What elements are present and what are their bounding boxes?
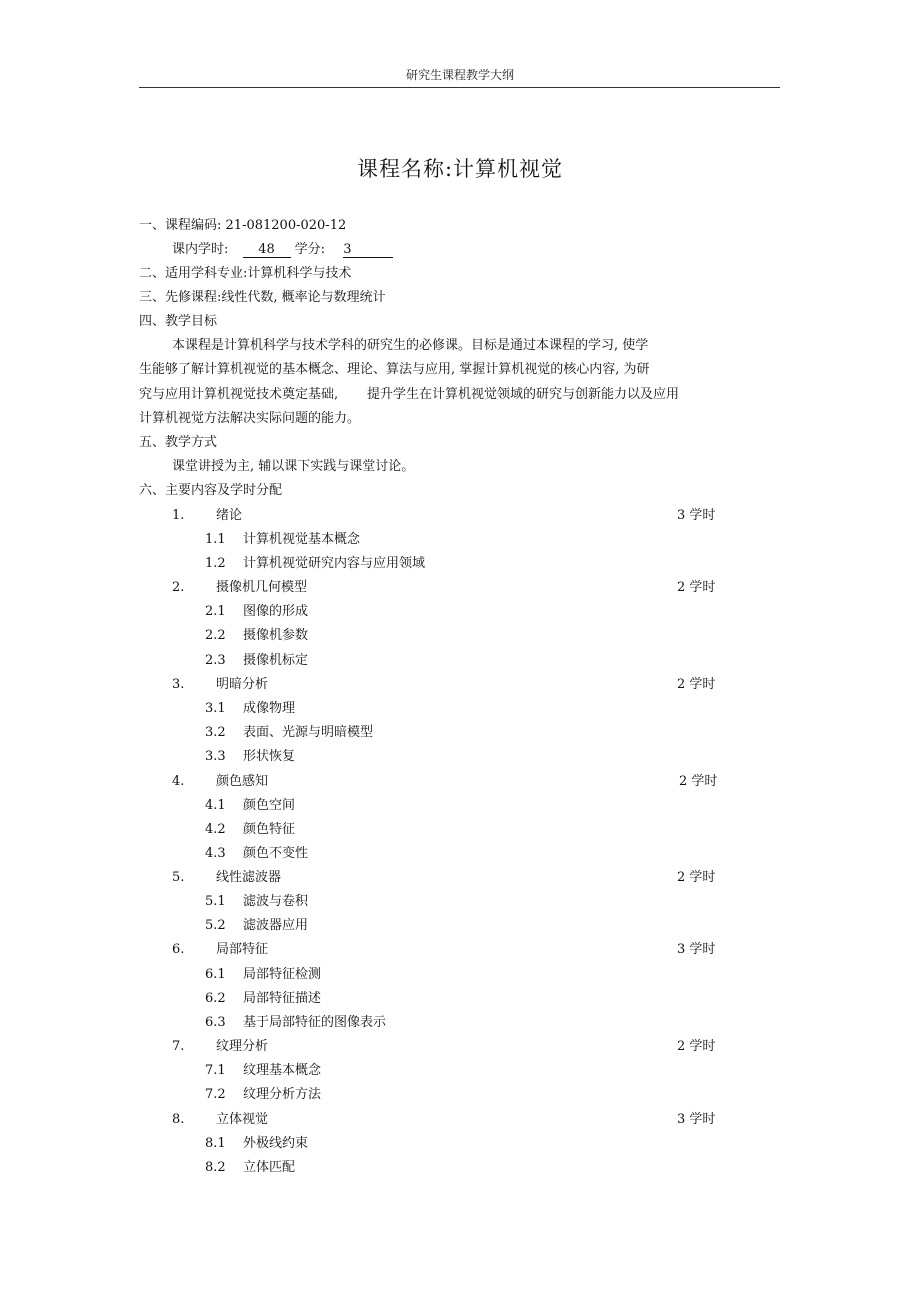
subsection-row xyxy=(205,1160,295,1176)
section-method-heading: 五、教学方式 xyxy=(139,435,218,450)
chapter-number: 6. xyxy=(172,942,185,957)
subsection-row xyxy=(205,725,373,741)
subsection-title: 计算机视觉基本概念 xyxy=(243,532,361,547)
subsection-number: 3.1 xyxy=(205,701,226,716)
subsection-number: 7.1 xyxy=(205,1063,226,1078)
chapter-number: 7. xyxy=(172,1039,185,1054)
subsection-title: 立体匹配 xyxy=(243,1160,296,1175)
subsection-row xyxy=(205,604,308,620)
objective-line: 生能够了解计算机视觉的基本概念、理论、算法与应用, 掌握计算机视觉的核心内容, 为研 xyxy=(139,362,650,377)
chapter-row xyxy=(172,580,307,596)
subsection-title: 图像的形成 xyxy=(243,604,309,619)
subsection-number: 2.2 xyxy=(205,628,226,643)
subsection-row xyxy=(205,967,321,983)
objective-line: 计算机视觉方法解决实际问题的能力。 xyxy=(139,411,361,426)
subsection-title: 成像物理 xyxy=(243,701,296,716)
subsection-title: 纹理基本概念 xyxy=(243,1063,322,1078)
subsection-number: 4.1 xyxy=(205,798,226,813)
chapter-hours: 3 学时 xyxy=(677,508,716,523)
section-applicable-major: 二、适用学科专业:计算机科学与技术 xyxy=(139,266,352,281)
chapter-row xyxy=(172,942,268,958)
credits-value: 3 xyxy=(343,242,393,258)
subsection-number: 8.1 xyxy=(205,1136,226,1151)
subsection-row xyxy=(205,894,308,910)
credits-label: 学分: xyxy=(294,242,326,257)
subsection-row xyxy=(205,1087,321,1103)
subsection-title: 摄像机参数 xyxy=(243,628,309,643)
section-prerequisites: 三、先修课程:线性代数, 概率论与数理统计 xyxy=(139,290,386,305)
chapter-title: 颜色感知 xyxy=(216,774,269,789)
subsection-title: 颜色空间 xyxy=(243,798,296,813)
objective-line: 本课程是计算机科学与技术学科的研究生的必修课。目标是通过本课程的学习, 使学 xyxy=(172,338,649,353)
subsection-row xyxy=(205,991,321,1007)
section-objectives-heading: 四、教学目标 xyxy=(139,314,218,329)
chapter-row xyxy=(172,1039,268,1055)
chapter-hours: 2 学时 xyxy=(677,580,716,595)
section-content-heading: 六、主要内容及学时分配 xyxy=(139,483,283,498)
subsection-number: 2.3 xyxy=(205,653,226,668)
subsection-title: 局部特征检测 xyxy=(243,967,322,982)
subsection-title: 颜色不变性 xyxy=(243,846,309,861)
subsection-title: 摄像机标定 xyxy=(243,653,309,668)
chapter-row xyxy=(172,774,268,790)
chapter-number: 2. xyxy=(172,580,185,595)
chapter-title: 明暗分析 xyxy=(216,677,269,692)
subsection-row xyxy=(205,628,308,644)
chapter-number: 4. xyxy=(172,774,185,789)
subsection-row xyxy=(205,701,295,717)
chapter-title: 摄像机几何模型 xyxy=(216,580,308,595)
subsection-title: 滤波与卷积 xyxy=(243,894,309,909)
subsection-number: 6.3 xyxy=(205,1015,226,1030)
subsection-row xyxy=(205,1063,321,1079)
subsection-number: 7.2 xyxy=(205,1087,226,1102)
chapter-hours: 2 学时 xyxy=(677,677,716,692)
chapter-title: 绪论 xyxy=(216,508,243,523)
class-hours-label: 课内学时: xyxy=(172,242,229,257)
subsection-number: 8.2 xyxy=(205,1160,226,1175)
subsection-number: 3.2 xyxy=(205,725,226,740)
objective-line: 究与应用计算机视觉技术奠定基础, 提升学生在计算机视觉领域的研究与创新能力以及应用 xyxy=(139,387,680,402)
subsection-row xyxy=(205,749,295,765)
chapter-hours: 2 学时 xyxy=(679,774,718,789)
subsection-row xyxy=(205,918,308,934)
subsection-number: 4.2 xyxy=(205,822,226,837)
header-divider xyxy=(139,87,780,88)
subsection-title: 外极线约束 xyxy=(243,1136,309,1151)
subsection-row xyxy=(205,846,308,862)
subsection-row xyxy=(205,532,360,548)
subsection-title: 计算机视觉研究内容与应用领域 xyxy=(243,556,426,571)
chapter-row xyxy=(172,1112,268,1128)
chapter-number: 5. xyxy=(172,870,185,885)
subsection-number: 4.3 xyxy=(205,846,226,861)
class-hours-value: 48 xyxy=(243,242,291,258)
page-header: 研究生课程教学大纲 xyxy=(405,68,514,82)
subsection-row xyxy=(205,822,295,838)
chapter-row xyxy=(172,870,281,886)
subsection-number: 5.2 xyxy=(205,918,226,933)
subsection-number: 1.1 xyxy=(205,532,226,547)
subsection-title: 局部特征描述 xyxy=(243,991,322,1006)
course-code-value: 21-081200-020-12 xyxy=(225,218,347,233)
subsection-number: 1.2 xyxy=(205,556,226,571)
course-code-label: 一、课程编码: xyxy=(139,218,222,233)
chapter-title: 纹理分析 xyxy=(216,1039,269,1054)
subsection-title: 滤波器应用 xyxy=(243,918,309,933)
chapter-title: 立体视觉 xyxy=(216,1112,269,1127)
chapter-hours: 2 学时 xyxy=(677,870,716,885)
chapter-number: 8. xyxy=(172,1112,185,1127)
subsection-title: 纹理分析方法 xyxy=(243,1087,322,1102)
course-title: 课程名称:计算机视觉 xyxy=(356,157,564,181)
subsection-number: 3.3 xyxy=(205,749,226,764)
chapter-row xyxy=(172,677,268,693)
subsection-title: 形状恢复 xyxy=(243,749,296,764)
hours-credits-line xyxy=(172,242,393,258)
chapter-number: 1. xyxy=(172,508,185,523)
subsection-number: 6.2 xyxy=(205,991,226,1006)
chapter-row xyxy=(172,508,242,524)
subsection-title: 基于局部特征的图像表示 xyxy=(243,1015,387,1030)
chapter-title: 局部特征 xyxy=(216,942,269,957)
subsection-number: 6.1 xyxy=(205,967,226,982)
subsection-row xyxy=(205,653,308,669)
chapter-number: 3. xyxy=(172,677,185,692)
chapter-title: 线性滤波器 xyxy=(216,870,282,885)
chapter-hours: 3 学时 xyxy=(677,1112,716,1127)
subsection-title: 表面、光源与明暗模型 xyxy=(243,725,374,740)
chapter-hours: 2 学时 xyxy=(677,1039,716,1054)
subsection-number: 2.1 xyxy=(205,604,226,619)
teaching-method-text: 课堂讲授为主, 辅以课下实践与课堂讨论。 xyxy=(172,459,415,474)
subsection-row xyxy=(205,798,295,814)
subsection-title: 颜色特征 xyxy=(243,822,296,837)
subsection-row xyxy=(205,1015,386,1031)
subsection-row xyxy=(205,556,425,572)
course-code-line xyxy=(139,218,346,234)
subsection-row xyxy=(205,1136,308,1152)
subsection-number: 5.1 xyxy=(205,894,226,909)
chapter-hours: 3 学时 xyxy=(677,942,716,957)
